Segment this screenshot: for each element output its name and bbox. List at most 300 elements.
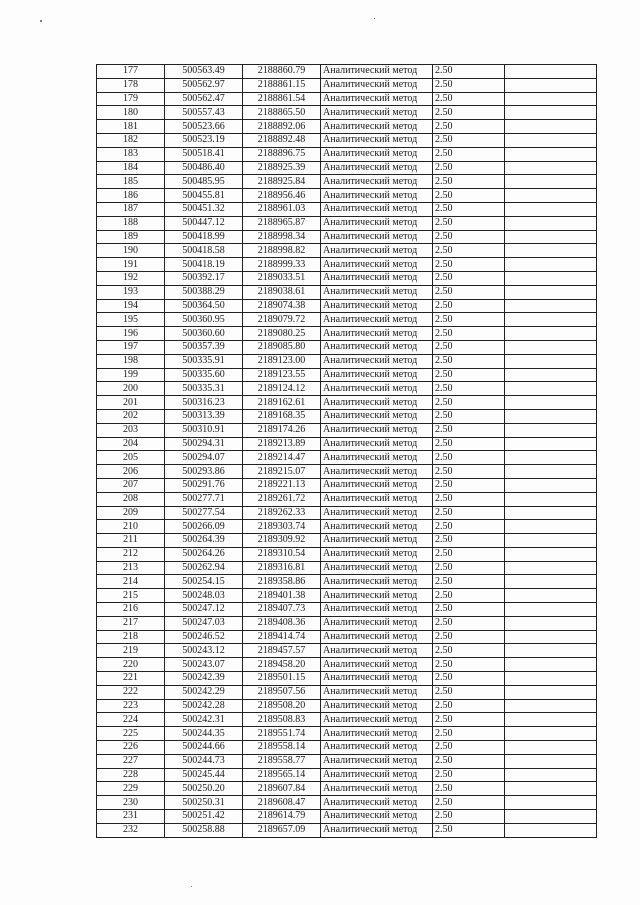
method-cell: Аналитический метод — [321, 354, 433, 368]
y-coordinate-cell: 2189123.55 — [243, 368, 321, 382]
coordinates-table — [96, 64, 597, 838]
method-cell: Аналитический метод — [321, 230, 433, 244]
accuracy-cell: 2.50 — [433, 437, 505, 451]
empty-cell — [505, 782, 597, 796]
point-number-cell: 207 — [97, 478, 165, 492]
table-row — [97, 147, 597, 161]
table-row — [97, 768, 597, 782]
empty-cell — [505, 92, 597, 106]
point-number-cell: 224 — [97, 713, 165, 727]
point-number-cell: 201 — [97, 396, 165, 410]
x-coordinate-cell: 500523.19 — [165, 133, 243, 147]
y-coordinate-cell: 2189358.86 — [243, 575, 321, 589]
method-cell: Аналитический метод — [321, 368, 433, 382]
x-coordinate-cell: 500485.95 — [165, 175, 243, 189]
empty-cell — [505, 603, 597, 617]
empty-cell — [505, 589, 597, 603]
method-cell: Аналитический метод — [321, 603, 433, 617]
y-coordinate-cell: 2188925.39 — [243, 161, 321, 175]
y-coordinate-cell: 2189501.15 — [243, 672, 321, 686]
point-number-cell: 192 — [97, 271, 165, 285]
table-row — [97, 216, 597, 230]
table-row — [97, 534, 597, 548]
method-cell: Аналитический метод — [321, 327, 433, 341]
point-number-cell: 213 — [97, 561, 165, 575]
table-row — [97, 630, 597, 644]
x-coordinate-cell: 500293.86 — [165, 465, 243, 479]
empty-cell — [505, 796, 597, 810]
point-number-cell: 219 — [97, 644, 165, 658]
accuracy-cell: 2.50 — [433, 271, 505, 285]
x-coordinate-cell: 500360.60 — [165, 327, 243, 341]
empty-cell — [505, 147, 597, 161]
y-coordinate-cell: 2189558.14 — [243, 741, 321, 755]
point-number-cell: 181 — [97, 120, 165, 134]
scan-speck — [40, 20, 42, 22]
method-cell: Аналитический метод — [321, 589, 433, 603]
method-cell: Аналитический метод — [321, 699, 433, 713]
accuracy-cell: 2.50 — [433, 754, 505, 768]
table-row — [97, 547, 597, 561]
x-coordinate-cell: 500258.88 — [165, 823, 243, 837]
table-row — [97, 823, 597, 837]
table-row — [97, 92, 597, 106]
method-cell: Аналитический метод — [321, 202, 433, 216]
y-coordinate-cell: 2189085.80 — [243, 340, 321, 354]
y-coordinate-cell: 2189079.72 — [243, 313, 321, 327]
x-coordinate-cell: 500335.31 — [165, 382, 243, 396]
x-coordinate-cell: 500243.12 — [165, 644, 243, 658]
method-cell: Аналитический метод — [321, 768, 433, 782]
table-row — [97, 271, 597, 285]
method-cell: Аналитический метод — [321, 271, 433, 285]
empty-cell — [505, 313, 597, 327]
accuracy-cell: 2.50 — [433, 340, 505, 354]
method-cell: Аналитический метод — [321, 630, 433, 644]
x-coordinate-cell: 500294.31 — [165, 437, 243, 451]
empty-cell — [505, 823, 597, 837]
point-number-cell: 194 — [97, 299, 165, 313]
accuracy-cell: 2.50 — [433, 244, 505, 258]
accuracy-cell: 2.50 — [433, 630, 505, 644]
accuracy-cell: 2.50 — [433, 547, 505, 561]
y-coordinate-cell: 2188925.84 — [243, 175, 321, 189]
accuracy-cell: 2.50 — [433, 561, 505, 575]
x-coordinate-cell: 500360.95 — [165, 313, 243, 327]
method-cell: Аналитический метод — [321, 175, 433, 189]
x-coordinate-cell: 500247.12 — [165, 603, 243, 617]
table-row — [97, 382, 597, 396]
point-number-cell: 178 — [97, 78, 165, 92]
accuracy-cell: 2.50 — [433, 409, 505, 423]
point-number-cell: 177 — [97, 65, 165, 79]
y-coordinate-cell: 2189565.14 — [243, 768, 321, 782]
method-cell: Аналитический метод — [321, 78, 433, 92]
accuracy-cell: 2.50 — [433, 478, 505, 492]
empty-cell — [505, 299, 597, 313]
method-cell: Аналитический метод — [321, 685, 433, 699]
x-coordinate-cell: 500518.41 — [165, 147, 243, 161]
point-number-cell: 216 — [97, 603, 165, 617]
point-number-cell: 200 — [97, 382, 165, 396]
point-number-cell: 220 — [97, 658, 165, 672]
x-coordinate-cell: 500246.52 — [165, 630, 243, 644]
table-row — [97, 644, 597, 658]
empty-cell — [505, 120, 597, 134]
y-coordinate-cell: 2189414.74 — [243, 630, 321, 644]
y-coordinate-cell: 2189508.20 — [243, 699, 321, 713]
coordinates-table-body — [97, 65, 597, 838]
y-coordinate-cell: 2189074.38 — [243, 299, 321, 313]
method-cell: Аналитический метод — [321, 672, 433, 686]
accuracy-cell: 2.50 — [433, 313, 505, 327]
point-number-cell: 205 — [97, 451, 165, 465]
empty-cell — [505, 161, 597, 175]
y-coordinate-cell: 2189614.79 — [243, 810, 321, 824]
accuracy-cell: 2.50 — [433, 782, 505, 796]
empty-cell — [505, 768, 597, 782]
y-coordinate-cell: 2188998.34 — [243, 230, 321, 244]
table-row — [97, 796, 597, 810]
empty-cell — [505, 285, 597, 299]
empty-cell — [505, 133, 597, 147]
x-coordinate-cell: 500244.73 — [165, 754, 243, 768]
table-row — [97, 175, 597, 189]
y-coordinate-cell: 2188998.82 — [243, 244, 321, 258]
accuracy-cell: 2.50 — [433, 285, 505, 299]
x-coordinate-cell: 500335.60 — [165, 368, 243, 382]
accuracy-cell: 2.50 — [433, 796, 505, 810]
y-coordinate-cell: 2189221.13 — [243, 478, 321, 492]
table-row — [97, 368, 597, 382]
empty-cell — [505, 271, 597, 285]
y-coordinate-cell: 2188999.33 — [243, 258, 321, 272]
empty-cell — [505, 699, 597, 713]
accuracy-cell: 2.50 — [433, 92, 505, 106]
point-number-cell: 226 — [97, 741, 165, 755]
empty-cell — [505, 244, 597, 258]
accuracy-cell: 2.50 — [433, 258, 505, 272]
y-coordinate-cell: 2188865.50 — [243, 106, 321, 120]
table-row — [97, 478, 597, 492]
point-number-cell: 202 — [97, 409, 165, 423]
x-coordinate-cell: 500277.71 — [165, 492, 243, 506]
x-coordinate-cell: 500523.66 — [165, 120, 243, 134]
method-cell: Аналитический метод — [321, 244, 433, 258]
empty-cell — [505, 382, 597, 396]
table-row — [97, 561, 597, 575]
empty-cell — [505, 202, 597, 216]
method-cell: Аналитический метод — [321, 658, 433, 672]
table-row — [97, 106, 597, 120]
point-number-cell: 229 — [97, 782, 165, 796]
x-coordinate-cell: 500455.81 — [165, 189, 243, 203]
point-number-cell: 195 — [97, 313, 165, 327]
x-coordinate-cell: 500335.91 — [165, 354, 243, 368]
x-coordinate-cell: 500562.97 — [165, 78, 243, 92]
method-cell: Аналитический метод — [321, 796, 433, 810]
method-cell: Аналитический метод — [321, 713, 433, 727]
method-cell: Аналитический метод — [321, 161, 433, 175]
accuracy-cell: 2.50 — [433, 823, 505, 837]
point-number-cell: 232 — [97, 823, 165, 837]
accuracy-cell: 2.50 — [433, 492, 505, 506]
table-row — [97, 465, 597, 479]
point-number-cell: 215 — [97, 589, 165, 603]
table-row — [97, 492, 597, 506]
table-row — [97, 603, 597, 617]
accuracy-cell: 2.50 — [433, 658, 505, 672]
accuracy-cell: 2.50 — [433, 65, 505, 79]
point-number-cell: 179 — [97, 92, 165, 106]
method-cell: Аналитический метод — [321, 285, 433, 299]
empty-cell — [505, 189, 597, 203]
y-coordinate-cell: 2189558.77 — [243, 754, 321, 768]
accuracy-cell: 2.50 — [433, 147, 505, 161]
point-number-cell: 191 — [97, 258, 165, 272]
y-coordinate-cell: 2189401.38 — [243, 589, 321, 603]
y-coordinate-cell: 2189608.47 — [243, 796, 321, 810]
point-number-cell: 203 — [97, 423, 165, 437]
point-number-cell: 185 — [97, 175, 165, 189]
empty-cell — [505, 658, 597, 672]
y-coordinate-cell: 2189458.20 — [243, 658, 321, 672]
method-cell: Аналитический метод — [321, 120, 433, 134]
accuracy-cell: 2.50 — [433, 133, 505, 147]
y-coordinate-cell: 2189607.84 — [243, 782, 321, 796]
y-coordinate-cell: 2189261.72 — [243, 492, 321, 506]
y-coordinate-cell: 2189215.07 — [243, 465, 321, 479]
accuracy-cell: 2.50 — [433, 451, 505, 465]
accuracy-cell: 2.50 — [433, 699, 505, 713]
method-cell: Аналитический метод — [321, 92, 433, 106]
accuracy-cell: 2.50 — [433, 396, 505, 410]
method-cell: Аналитический метод — [321, 727, 433, 741]
method-cell: Аналитический метод — [321, 313, 433, 327]
method-cell: Аналитический метод — [321, 216, 433, 230]
x-coordinate-cell: 500388.29 — [165, 285, 243, 299]
accuracy-cell: 2.50 — [433, 423, 505, 437]
x-coordinate-cell: 500418.58 — [165, 244, 243, 258]
x-coordinate-cell: 500557.43 — [165, 106, 243, 120]
point-number-cell: 222 — [97, 685, 165, 699]
x-coordinate-cell: 500254.15 — [165, 575, 243, 589]
accuracy-cell: 2.50 — [433, 382, 505, 396]
x-coordinate-cell: 500563.49 — [165, 65, 243, 79]
x-coordinate-cell: 500262.94 — [165, 561, 243, 575]
table-row — [97, 782, 597, 796]
x-coordinate-cell: 500242.29 — [165, 685, 243, 699]
x-coordinate-cell: 500486.40 — [165, 161, 243, 175]
scan-speck — [374, 18, 375, 19]
x-coordinate-cell: 500264.26 — [165, 547, 243, 561]
table-row — [97, 78, 597, 92]
point-number-cell: 210 — [97, 520, 165, 534]
accuracy-cell: 2.50 — [433, 741, 505, 755]
point-number-cell: 227 — [97, 754, 165, 768]
x-coordinate-cell: 500313.39 — [165, 409, 243, 423]
empty-cell — [505, 506, 597, 520]
point-number-cell: 217 — [97, 616, 165, 630]
empty-cell — [505, 230, 597, 244]
y-coordinate-cell: 2189508.83 — [243, 713, 321, 727]
method-cell: Аналитический метод — [321, 189, 433, 203]
table-row — [97, 299, 597, 313]
empty-cell — [505, 340, 597, 354]
method-cell: Аналитический метод — [321, 65, 433, 79]
empty-cell — [505, 616, 597, 630]
accuracy-cell: 2.50 — [433, 78, 505, 92]
accuracy-cell: 2.50 — [433, 327, 505, 341]
accuracy-cell: 2.50 — [433, 368, 505, 382]
table-row — [97, 189, 597, 203]
accuracy-cell: 2.50 — [433, 589, 505, 603]
method-cell: Аналитический метод — [321, 409, 433, 423]
accuracy-cell: 2.50 — [433, 644, 505, 658]
empty-cell — [505, 451, 597, 465]
method-cell: Аналитический метод — [321, 340, 433, 354]
empty-cell — [505, 423, 597, 437]
y-coordinate-cell: 2189262.33 — [243, 506, 321, 520]
empty-cell — [505, 630, 597, 644]
method-cell: Аналитический метод — [321, 258, 433, 272]
method-cell: Аналитический метод — [321, 147, 433, 161]
table-row — [97, 327, 597, 341]
point-number-cell: 211 — [97, 534, 165, 548]
table-row — [97, 258, 597, 272]
point-number-cell: 183 — [97, 147, 165, 161]
point-number-cell: 184 — [97, 161, 165, 175]
x-coordinate-cell: 500291.76 — [165, 478, 243, 492]
accuracy-cell: 2.50 — [433, 354, 505, 368]
point-number-cell: 208 — [97, 492, 165, 506]
y-coordinate-cell: 2188956.46 — [243, 189, 321, 203]
table-row — [97, 754, 597, 768]
y-coordinate-cell: 2189174.26 — [243, 423, 321, 437]
accuracy-cell: 2.50 — [433, 465, 505, 479]
table-row — [97, 244, 597, 258]
method-cell: Аналитический метод — [321, 534, 433, 548]
point-number-cell: 218 — [97, 630, 165, 644]
method-cell: Аналитический метод — [321, 106, 433, 120]
empty-cell — [505, 327, 597, 341]
y-coordinate-cell: 2188861.15 — [243, 78, 321, 92]
method-cell: Аналитический метод — [321, 547, 433, 561]
table-row — [97, 685, 597, 699]
x-coordinate-cell: 500310.91 — [165, 423, 243, 437]
x-coordinate-cell: 500244.66 — [165, 741, 243, 755]
x-coordinate-cell: 500562.47 — [165, 92, 243, 106]
y-coordinate-cell: 2189168.35 — [243, 409, 321, 423]
y-coordinate-cell: 2189214.47 — [243, 451, 321, 465]
accuracy-cell: 2.50 — [433, 299, 505, 313]
x-coordinate-cell: 500357.39 — [165, 340, 243, 354]
empty-cell — [505, 741, 597, 755]
y-coordinate-cell: 2189080.25 — [243, 327, 321, 341]
x-coordinate-cell: 500364.50 — [165, 299, 243, 313]
x-coordinate-cell: 500242.31 — [165, 713, 243, 727]
method-cell: Аналитический метод — [321, 492, 433, 506]
empty-cell — [505, 437, 597, 451]
accuracy-cell: 2.50 — [433, 161, 505, 175]
empty-cell — [505, 354, 597, 368]
empty-cell — [505, 685, 597, 699]
x-coordinate-cell: 500242.39 — [165, 672, 243, 686]
method-cell: Аналитический метод — [321, 299, 433, 313]
method-cell: Аналитический метод — [321, 810, 433, 824]
point-number-cell: 196 — [97, 327, 165, 341]
point-number-cell: 188 — [97, 216, 165, 230]
method-cell: Аналитический метод — [321, 506, 433, 520]
table-row — [97, 313, 597, 327]
method-cell: Аналитический метод — [321, 478, 433, 492]
accuracy-cell: 2.50 — [433, 768, 505, 782]
y-coordinate-cell: 2188961.03 — [243, 202, 321, 216]
method-cell: Аналитический метод — [321, 741, 433, 755]
y-coordinate-cell: 2188965.87 — [243, 216, 321, 230]
y-coordinate-cell: 2188896.75 — [243, 147, 321, 161]
accuracy-cell: 2.50 — [433, 230, 505, 244]
empty-cell — [505, 216, 597, 230]
point-number-cell: 180 — [97, 106, 165, 120]
point-number-cell: 189 — [97, 230, 165, 244]
table-row — [97, 506, 597, 520]
point-number-cell: 186 — [97, 189, 165, 203]
x-coordinate-cell: 500418.19 — [165, 258, 243, 272]
x-coordinate-cell: 500250.20 — [165, 782, 243, 796]
table-row — [97, 65, 597, 79]
y-coordinate-cell: 2189213.89 — [243, 437, 321, 451]
table-row — [97, 741, 597, 755]
method-cell: Аналитический метод — [321, 644, 433, 658]
empty-cell — [505, 175, 597, 189]
x-coordinate-cell: 500242.28 — [165, 699, 243, 713]
accuracy-cell: 2.50 — [433, 120, 505, 134]
table-row — [97, 810, 597, 824]
table-row — [97, 727, 597, 741]
empty-cell — [505, 396, 597, 410]
empty-cell — [505, 106, 597, 120]
accuracy-cell: 2.50 — [433, 520, 505, 534]
y-coordinate-cell: 2189507.56 — [243, 685, 321, 699]
y-coordinate-cell: 2189033.51 — [243, 271, 321, 285]
empty-cell — [505, 65, 597, 79]
point-number-cell: 182 — [97, 133, 165, 147]
empty-cell — [505, 727, 597, 741]
method-cell: Аналитический метод — [321, 133, 433, 147]
point-number-cell: 225 — [97, 727, 165, 741]
table-row — [97, 120, 597, 134]
empty-cell — [505, 672, 597, 686]
x-coordinate-cell: 500250.31 — [165, 796, 243, 810]
accuracy-cell: 2.50 — [433, 534, 505, 548]
empty-cell — [505, 754, 597, 768]
accuracy-cell: 2.50 — [433, 189, 505, 203]
table-row — [97, 396, 597, 410]
point-number-cell: 190 — [97, 244, 165, 258]
point-number-cell: 212 — [97, 547, 165, 561]
empty-cell — [505, 465, 597, 479]
method-cell: Аналитический метод — [321, 616, 433, 630]
method-cell: Аналитический метод — [321, 382, 433, 396]
method-cell: Аналитический метод — [321, 823, 433, 837]
empty-cell — [505, 78, 597, 92]
y-coordinate-cell: 2188892.06 — [243, 120, 321, 134]
point-number-cell: 206 — [97, 465, 165, 479]
table-row — [97, 437, 597, 451]
accuracy-cell: 2.50 — [433, 603, 505, 617]
table-row — [97, 713, 597, 727]
